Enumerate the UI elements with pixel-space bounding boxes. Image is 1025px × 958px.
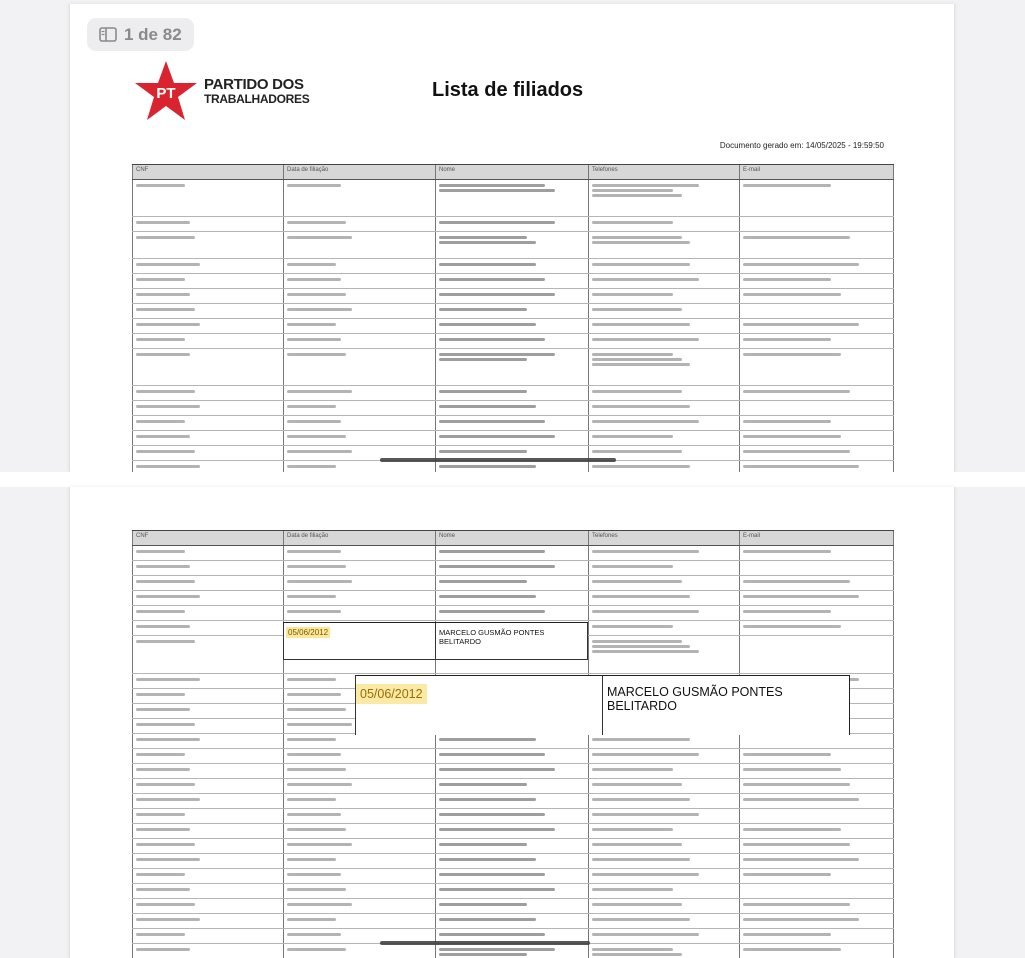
table-cell [283,884,435,898]
document-title: Lista de filiados [432,79,584,101]
table-cell [588,636,739,673]
table-cell [588,319,739,333]
table-cell [739,304,894,318]
table-cell [588,546,739,560]
table-cell [132,259,283,273]
table-row [132,304,894,319]
col-header-name: Nome [435,531,588,545]
table-cell [435,349,588,385]
table-row [132,274,894,289]
table-cell [132,689,283,703]
table-row [132,779,894,794]
table-cell [132,576,283,590]
table-cell [435,304,588,318]
table-cell [132,824,283,838]
table-cell [132,929,283,943]
table-cell [283,546,435,560]
table-cell [283,809,435,823]
table-cell [739,561,894,575]
table-cell [132,386,283,400]
table-cell [435,824,588,838]
col-header-phones: Telefones [588,531,739,545]
table-cell [739,319,894,333]
table-row [132,734,894,749]
table-cell [283,217,435,231]
table-cell [283,764,435,778]
table-cell [132,914,283,928]
table-cell [132,606,283,620]
table-cell [132,304,283,318]
table-cell [132,416,283,430]
table-cell [588,764,739,778]
table-cell [283,289,435,303]
highlighted-table-row [283,622,588,660]
pdf-page-1 [69,4,955,472]
table-cell [283,944,435,958]
table-cell [283,914,435,928]
table-cell [132,349,283,385]
table-cell [739,749,894,763]
table-cell [283,431,435,445]
table-cell [132,401,283,415]
table-row [132,591,894,606]
table-cell [739,349,894,385]
col-header-phones: Telefones [588,165,739,179]
table-cell [739,809,894,823]
table-row [132,461,894,472]
table-row [132,764,894,779]
table-cell [132,334,283,348]
table-cell [739,217,894,231]
page-gap [0,472,1025,487]
table-cell [132,636,283,673]
table-cell [739,929,894,943]
table-cell [435,217,588,231]
table-cell [435,274,588,288]
table-cell [283,839,435,853]
table-cell [739,734,894,748]
table-cell [739,461,894,472]
table-cell [435,561,588,575]
table-cell [739,401,894,415]
table-row [132,854,894,869]
table-cell [283,401,435,415]
table-cell [283,416,435,430]
pt-logo [134,60,309,122]
zoomed-search-result [355,675,850,735]
table-cell [739,546,894,560]
table-row [132,319,894,334]
table-row [132,794,894,809]
table-cell [739,914,894,928]
table-cell [132,734,283,748]
table-cell [739,869,894,883]
table-cell [739,839,894,853]
table-row [132,401,894,416]
table-cell [435,334,588,348]
table-row [132,334,894,349]
table-row [132,884,894,899]
members-table-page2 [132,530,894,958]
table-cell [739,606,894,620]
table-row [132,869,894,884]
table-cell [739,794,894,808]
table-row [132,289,894,304]
table-cell [132,704,283,718]
table-cell [588,259,739,273]
col-header-name: Nome [435,165,588,179]
table-cell [588,621,739,635]
table-cell [435,259,588,273]
table-cell [435,576,588,590]
table-cell [739,591,894,605]
table-cell [588,416,739,430]
table-cell [435,854,588,868]
org-name-line1: PARTIDO DOS [204,75,304,93]
table-cell [435,884,588,898]
table-cell [132,839,283,853]
table-cell [739,289,894,303]
table-cell [435,546,588,560]
table-cell [588,461,739,472]
table-cell [132,854,283,868]
table-cell [435,180,588,216]
generated-timestamp: Documento gerado em: 14/05/2025 - 19:59:50 [719,141,884,150]
col-header-date: Data de filiação [283,531,435,545]
table-cell [283,304,435,318]
table-cell [588,232,739,258]
table-cell [588,779,739,793]
table-cell [132,621,283,635]
table-cell [132,446,283,460]
table-cell [132,884,283,898]
table-cell [132,461,283,472]
table-cell [588,289,739,303]
table-cell [739,764,894,778]
table-cell [588,824,739,838]
col-header-email: E-mail [739,531,894,545]
table-cell [283,576,435,590]
table-cell [739,944,894,958]
table-row [132,749,894,764]
table-cell [739,899,894,913]
table-cell [588,854,739,868]
table-cell [739,232,894,258]
table-cell [588,899,739,913]
table-cell [132,217,283,231]
table-cell [739,416,894,430]
page-counter[interactable] [87,18,194,51]
table-cell [132,719,283,733]
table-cell [435,899,588,913]
table-cell [739,779,894,793]
table-cell [739,431,894,445]
table-cell [132,809,283,823]
table-cell [435,734,588,748]
table-cell [588,869,739,883]
org-name-line2: TRABALHADORES [204,91,310,106]
table-row [132,180,894,217]
table-cell [132,289,283,303]
table-cell [739,180,894,216]
table-cell [588,914,739,928]
table-cell [132,794,283,808]
table-cell [132,944,283,958]
table-cell [435,606,588,620]
table-row [132,824,894,839]
table-cell [132,899,283,913]
table-cell [132,561,283,575]
table-cell [435,794,588,808]
table-cell [588,217,739,231]
table-row [132,606,894,621]
table-cell [132,749,283,763]
table-cell [283,334,435,348]
table-row [132,576,894,591]
highlighted-name-small: MARCELO GUSMÃO PONTES BELITARDO [435,623,588,659]
table-cell [588,304,739,318]
col-header-cnf: CNF [132,165,283,179]
sidebar-icon [99,27,117,42]
table-cell [283,259,435,273]
table-cell [588,591,739,605]
table-cell [588,794,739,808]
table-cell [588,606,739,620]
table-cell [283,794,435,808]
table-cell [132,869,283,883]
table-cell [435,591,588,605]
table-cell [588,944,739,958]
table-cell [588,401,739,415]
table-header [132,165,894,180]
table-cell [283,180,435,216]
table-cell [588,734,739,748]
table-row [132,546,894,561]
table-cell [132,274,283,288]
table-cell [739,576,894,590]
table-header [132,531,894,546]
col-header-email: E-mail [739,165,894,179]
table-row [132,349,894,386]
table-cell [435,461,588,472]
table-cell [283,869,435,883]
table-row [132,232,894,259]
table-cell [283,591,435,605]
table-row [132,561,894,576]
table-cell [132,180,283,216]
highlighted-name-large: MARCELO GUSMÃO PONTES BELITARDO [607,685,783,713]
table-cell [132,319,283,333]
table-cell [283,461,435,472]
table-cell [435,401,588,415]
table-cell [283,854,435,868]
table-cell [739,636,894,673]
table-cell [435,431,588,445]
table-cell [435,289,588,303]
table-cell [739,446,894,460]
table-row [132,944,894,958]
table-cell [588,809,739,823]
table-row [132,809,894,824]
table-row [132,386,894,401]
col-header-date: Data de filiação [283,165,435,179]
table-row [132,914,894,929]
scroll-indicator-bottom [380,941,590,945]
page-counter-label: 1 de 82 [124,24,182,44]
table-cell [588,274,739,288]
table-cell [588,884,739,898]
table-cell [588,929,739,943]
table-cell [132,232,283,258]
table-row [132,839,894,854]
table-cell [435,232,588,258]
table-cell [435,749,588,763]
table-cell [435,764,588,778]
table-cell [435,809,588,823]
table-cell [588,180,739,216]
svg-text:PT: PT [156,85,176,102]
table-cell [435,386,588,400]
table-cell [283,274,435,288]
table-cell [283,734,435,748]
table-cell [283,779,435,793]
table-cell [435,839,588,853]
table-cell [132,431,283,445]
table-cell [283,232,435,258]
table-cell [132,764,283,778]
table-cell [283,319,435,333]
table-cell [739,334,894,348]
table-cell [435,944,588,958]
table-cell [435,914,588,928]
table-cell [588,576,739,590]
table-cell [132,591,283,605]
table-cell [435,319,588,333]
table-cell [739,274,894,288]
table-row [132,259,894,274]
table-cell [132,546,283,560]
table-cell [588,334,739,348]
highlighted-date-small: 05/06/2012 [288,628,329,637]
table-cell [283,749,435,763]
table-row [132,416,894,431]
table-cell [435,779,588,793]
table-cell [283,561,435,575]
table-cell [435,416,588,430]
table-cell [739,386,894,400]
highlighted-date-large: 05/06/2012 [356,684,427,704]
col-header-cnf: CNF [132,531,283,545]
table-cell [588,386,739,400]
table-row [132,899,894,914]
table-cell [132,674,283,688]
table-cell [588,431,739,445]
table-cell [739,884,894,898]
table-cell [739,621,894,635]
table-cell [739,824,894,838]
table-row [132,431,894,446]
table-row [132,217,894,232]
table-cell [588,561,739,575]
table-cell [283,824,435,838]
table-cell [283,606,435,620]
table-cell [588,349,739,385]
scroll-indicator-top [380,458,616,462]
table-cell [588,749,739,763]
table-cell [739,259,894,273]
table-cell [283,349,435,385]
table-cell [435,869,588,883]
pt-star-icon [134,60,198,122]
table-cell [588,839,739,853]
table-cell [739,854,894,868]
table-cell [283,386,435,400]
table-cell [132,779,283,793]
table-cell [283,899,435,913]
members-table-page1 [132,164,894,472]
